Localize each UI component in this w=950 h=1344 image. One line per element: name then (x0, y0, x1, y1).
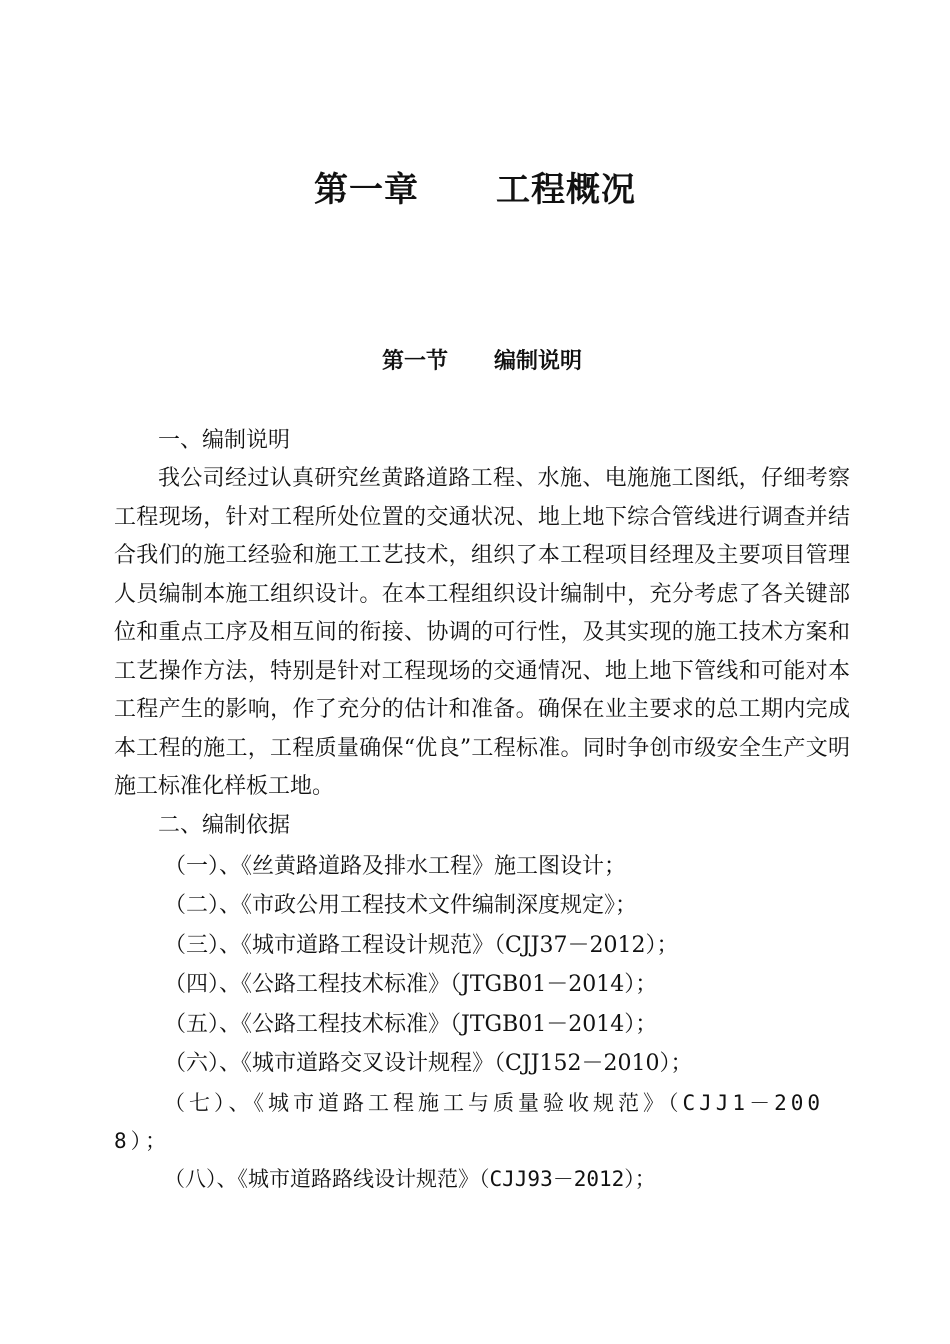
part2-heading: 二、编制依据 (158, 812, 291, 838)
reference-list (114, 847, 850, 1200)
reference-item-7: （七）、《城市道路工程施工与质量验收规范》（CJJ1－2008）； (114, 1090, 824, 1153)
part1-paragraph: 我公司经过认真研究丝黄路道路工程、水施、电施施工图纸，仔细考察工程现场，针对工程所处位置的交通状况、地上地下综合管线进行调查并结合我们的施工经验和施工工艺技术，组织了本工程项目经理及主要项目管理人员编制本施工组织设计。在本工程组织设计编制中，充分考虑了各关键部位和重点工序及相互间的衔接、协调的可行性，及其实现的施工技术方案和工艺操作方法，特别是针对工程现场的交通情况、地上地下管线和可能对本工程产生的影响，作了充分的估计和准备。确保在业主要求的总工期内完成本工程的施工，工程质量确保“优良”工程标准。同时争创市级安全生产文明施工标准化样板工地。 (114, 466, 850, 799)
reference-item-1: （一）、《丝黄路道路及排水工程》施工图设计； (164, 853, 627, 879)
reference-item-2: （二）、《市政公用工程技术文件编制深度规定》； (164, 893, 638, 918)
reference-item-4: （四）、《公路工程技术标准》（JTGB01－2014）； (164, 972, 658, 997)
reference-item-5: （五）、《公路工程技术标准》（JTGB01－2014）； (164, 1011, 658, 1037)
section-title: 第一节 编制说明 (382, 348, 582, 374)
part1-heading: 一、编制说明 (158, 428, 291, 453)
reference-item-6: （六）、《城市道路交叉设计规程》（CJJ152－2010）； (164, 1051, 693, 1076)
reference-item-8: （八）、《城市道路路线设计规范》（CJJ93－2012）； (164, 1166, 656, 1191)
document-body (114, 422, 850, 1199)
reference-item-3: （三）、《城市道路工程设计规范》（CJJ37－2012）； (164, 932, 679, 958)
chapter-title: 第一章 工程概况 (313, 170, 637, 210)
